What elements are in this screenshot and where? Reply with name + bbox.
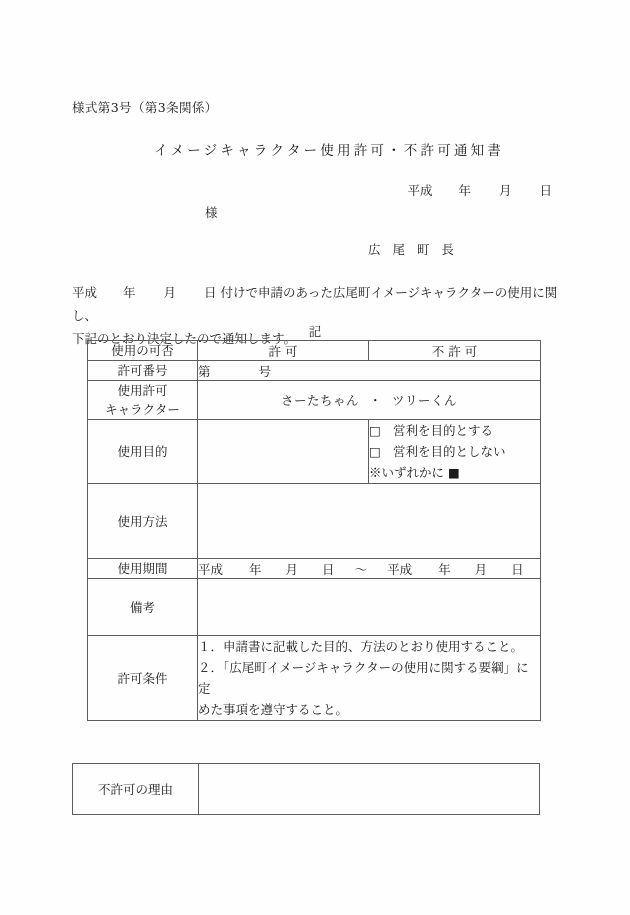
checkbox-icon[interactable]: □ xyxy=(369,444,381,459)
issue-date-month-unit: 月 xyxy=(498,183,512,198)
issue-date-year-unit: 年 xyxy=(458,183,471,198)
label-character xyxy=(88,381,198,420)
permit-number-suffix: 号 xyxy=(258,363,272,379)
value-denial-reason[interactable] xyxy=(199,764,540,815)
period-to-era: 平成 xyxy=(387,561,413,577)
purpose-option-commercial[interactable] xyxy=(369,420,540,441)
permit-number-prefix: 第 xyxy=(198,363,211,379)
table-row-remarks xyxy=(88,579,541,636)
purpose-note-text: ※いずれかに xyxy=(369,465,445,480)
period-to-day: 日 xyxy=(511,561,524,577)
label-character-line2: キャラクター xyxy=(105,402,180,417)
label-method: 使用方法 xyxy=(88,484,198,559)
table-row-method xyxy=(88,484,541,559)
purpose-option-2-label: 営利を目的としない xyxy=(393,444,506,459)
label-conditions: 許可条件 xyxy=(88,636,198,721)
period-tilde: ～ xyxy=(354,561,368,577)
condition-item-1: １．申請書に記載した目的、方法のとおり使用すること。 xyxy=(198,639,524,654)
body-text-line2: 下記のとおり決定したので通知します。 xyxy=(72,331,297,346)
form-number: 様式第3号（第3条関係） xyxy=(72,100,218,115)
character-separator: ・ xyxy=(368,393,382,408)
denial-reason-table xyxy=(72,763,540,815)
table-row-availability xyxy=(88,341,541,361)
ki-mark: 記 xyxy=(308,324,322,339)
value-permit-number[interactable] xyxy=(198,361,541,381)
period-from-year: 年 xyxy=(249,561,262,577)
option-permit[interactable]: 許 可 xyxy=(198,341,369,361)
addressee-honorific: 様 xyxy=(205,205,218,220)
character-name-1: さーたちゃん xyxy=(280,393,359,408)
period-from-month: 月 xyxy=(285,561,299,577)
issue-date-line xyxy=(407,181,552,199)
value-period[interactable] xyxy=(198,559,541,579)
label-permit-number: 許可番号 xyxy=(88,361,198,381)
table-row-permit-number xyxy=(88,361,541,381)
value-remarks[interactable] xyxy=(198,579,541,636)
issue-date-era: 平成 xyxy=(407,183,433,198)
issue-date-day-unit: 日 xyxy=(539,183,552,198)
purpose-option-1-label: 営利を目的とする xyxy=(393,423,494,438)
option-deny[interactable]: 不 許 可 xyxy=(369,341,541,361)
period-from-day: 日 xyxy=(322,561,335,577)
period-to-month: 月 xyxy=(474,561,488,577)
value-conditions xyxy=(198,636,541,721)
label-availability: 使用の可否 xyxy=(88,341,198,361)
value-character[interactable] xyxy=(198,381,541,420)
value-method[interactable] xyxy=(198,484,541,559)
purpose-options xyxy=(369,420,541,484)
checkbox-icon[interactable]: □ xyxy=(369,423,381,438)
condition-item-2: ２．「広尾町イメージキャラクターの使用に関する要綱」に定 xyxy=(198,660,529,696)
label-purpose: 使用目的 xyxy=(88,420,198,484)
issuer-name: 広 尾 町 長 xyxy=(368,242,458,257)
label-denial-reason: 不許可の理由 xyxy=(73,764,199,815)
table-row-purpose xyxy=(88,420,541,484)
label-period: 使用期間 xyxy=(88,559,198,579)
value-purpose-free[interactable] xyxy=(198,420,369,484)
character-name-2: ツリーくん xyxy=(392,393,458,408)
purpose-note xyxy=(369,462,540,483)
period-from-era: 平成 xyxy=(198,561,224,577)
table-row-period xyxy=(88,559,541,579)
filled-square-icon: ■ xyxy=(448,465,460,480)
body-era: 平成 xyxy=(72,285,98,300)
period-to-year: 年 xyxy=(438,561,451,577)
body-year-unit: 年 xyxy=(123,285,136,300)
table-row-conditions xyxy=(88,636,541,721)
body-day-unit: 日 xyxy=(204,285,217,300)
condition-item-2-cont: めた事項を遵守すること。 xyxy=(198,702,349,717)
purpose-option-noncommercial[interactable] xyxy=(369,441,540,462)
label-remarks: 備考 xyxy=(88,579,198,636)
body-text-rest: 付けで申請のあった広尾町イメージキャラクターの使用に関し、 xyxy=(72,285,558,323)
table-row-denial-reason xyxy=(73,764,540,815)
decision-table xyxy=(87,340,541,721)
body-month-unit: 月 xyxy=(163,285,177,300)
document-title: イメージキャラクター使用許可・不許可通知書 xyxy=(153,143,505,159)
label-character-line1: 使用許可 xyxy=(117,383,168,398)
table-row-character xyxy=(88,381,541,420)
